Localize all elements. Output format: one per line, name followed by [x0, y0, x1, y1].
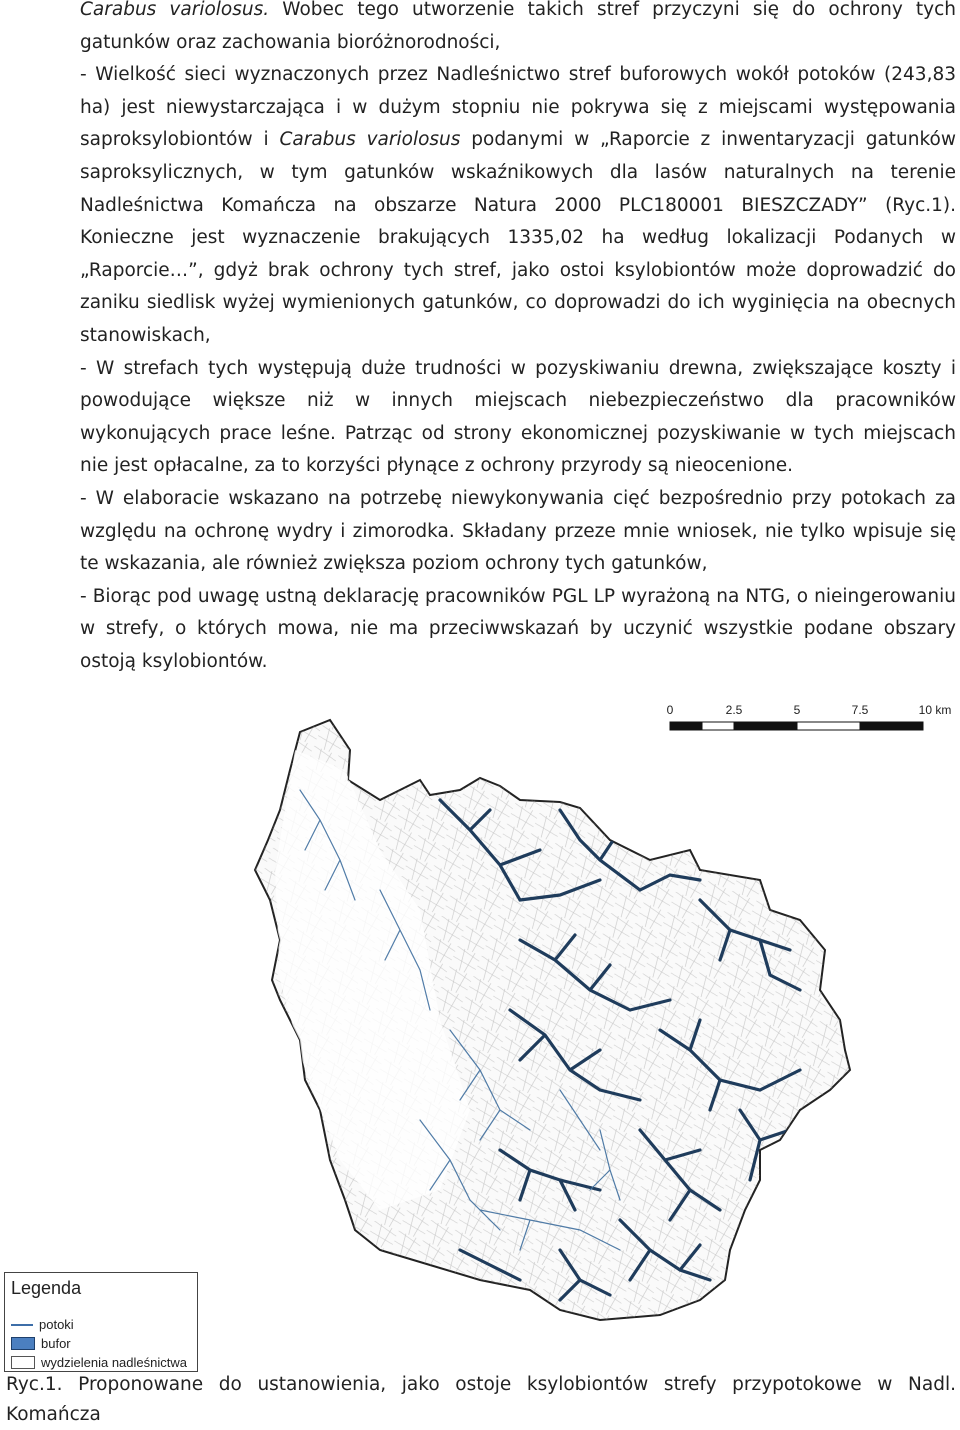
species-name: Carabus variolosus. [80, 0, 270, 20]
legend-title: Legenda [11, 1278, 82, 1298]
species-name: Carabus variolosus [279, 129, 461, 151]
buffer-fill-swatch [11, 1337, 35, 1350]
paragraph-5: - Biorąc pod uwagę ustną deklarację pracowników PGL LP wyrażoną na NTG, o nieingerowaniu w strefy, o których mowa, nie ma przeciwwskazań by uczynić wszystkie podane obszary ostoją ksylobiontów. [80, 585, 956, 672]
legend-item-potoki: potoki [11, 1317, 74, 1332]
paragraph-1: Carabus variolosus. Wobec tego utworzenie takich stref przyczyni się do ochrony tych gatunków oraz zachowania bioróżnorodności, [80, 0, 956, 53]
figure-caption: Ryc.1. Proponowane do ustanowienia, jako ostoje ksylobiontów strefy przypotokowe w Nadl. Komańcza [6, 1374, 956, 1425]
legend-item-wydzielenia: wydzielenia nadleśnictwa [11, 1355, 187, 1370]
scale-tick-5: 5 [793, 703, 801, 717]
scale-tick-0: 0 [666, 703, 674, 717]
stream-line-swatch [11, 1324, 33, 1326]
scale-tick-7-5: 7.5 [851, 703, 869, 717]
scale-tick-10: 10 km [918, 703, 952, 717]
parcel-outline-swatch [11, 1356, 35, 1369]
paragraph-4: - W elaboracie wskazano na potrzebę niewykonywania cięć bezpośrednio przy potokach za względu na ochronę wydry i zimorodka. Składany przeze mnie wniosek, nie tylko wpisuje się te wskazania, ale również zwiększa poziom ochrony tych gatunków, [80, 487, 956, 575]
paragraph-2: - Wielkość sieci wyznaczonych przez Nadleśnictwo stref buforowych wokół potoków (243,83 ha) jest niewystarczająca i w dużym stopniu nie pokrywa się z miejscami występowania saproksylobiontów i Carabus variolosus podanymi w „Raporcie z inwentaryzacji gatunków saproksylicznych, w tym gatunków wskaźnikowych dla lasów naturalnych na terenie Nadleśnictwa Komańcza na obszarze Natura 2000 PLC180001 BIESZCZADY” (Ryc.1). Konieczne jest wyznaczenie brakujących 1335,02 ha według lokalizacji Podanych w „Raporcie…”, gdyż brak ochrony tych stref, jako ostoi ksylobiontów może doprowadzić do zaniku siedlisk wyżej wymienionych gatunków, co doprowadzi do ich wyginięcia na obecnych stanowiskach, [80, 64, 956, 346]
legend-item-bufor: bufor [11, 1336, 71, 1351]
scale-tick-2-5: 2.5 [725, 703, 743, 717]
paragraph-3: - W strefach tych występują duże trudności w pozyskiwaniu drewna, zwiększające koszty i powodujące większe niż w innych miejscach niebezpieczeństwo dla pracowników wykonujących prace leśne. Patrząc od strony ekonomicznej pozyskiwanie w tych miejscach nie jest opłacalne, za to korzyści płynące z ochrony przyrody są nieocenione. [80, 357, 956, 477]
body-text [80, 0, 956, 678]
map-legend [4, 1272, 198, 1372]
